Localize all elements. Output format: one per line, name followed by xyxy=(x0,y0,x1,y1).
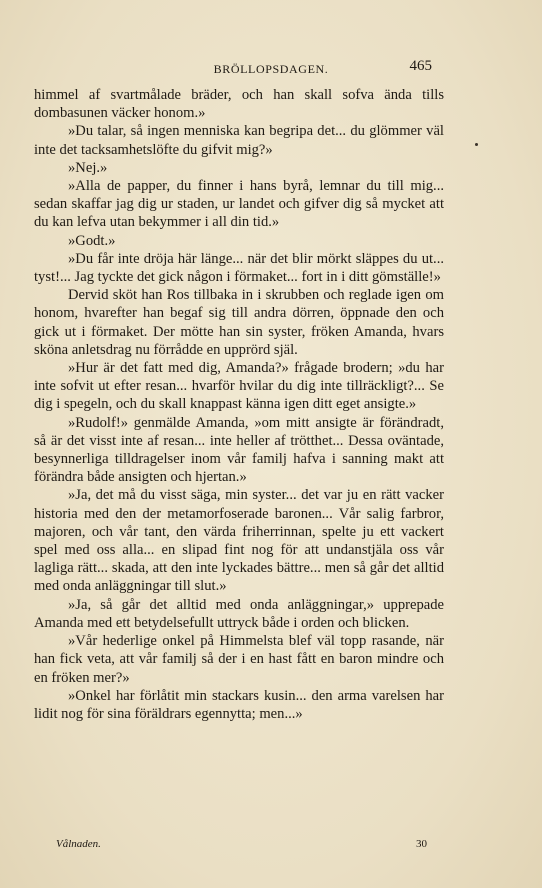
body-text xyxy=(34,86,444,723)
paragraph: »Ja, det må du visst säga, min syster... det var ju en rätt vacker historia med den der metamorfoserade baronen... Vår salig farbror, majoren, och vår tant, den värda friherrinnan, spelte ju ett vackert spel med oss alla... en slipad fint nog för att undanstjäla oss vår lagliga rätt... skada, att den inte lyckades bättre... men så går det alltid med onda anläggningar till slut.» xyxy=(34,487,444,595)
paragraph: himmel af svartmålade bräder, och han skall sofva ända tills dombasunen väcker honom.» xyxy=(34,87,444,122)
paragraph: »Nej.» xyxy=(68,159,108,176)
paragraph: Dervid sköt han Ros tillbaka in i skrubben och reglade igen om honom, hvarefter han begaf sig till andra dörren, öppnade den och gick ut i förmaket. Der mötte han sin syster, fröken Amanda, hvars sköna anletsdrag nu förrådde en upprörd själ. xyxy=(34,287,444,358)
paragraph: »Godt.» xyxy=(68,232,116,249)
paragraph: »Alla de papper, du finner i hans byrå, lemnar du till mig... sedan skaffar jag dig ur staden, ur landet och gifver dig så mycket att du kan lefva utan bekymmer i all din tid.» xyxy=(34,178,444,231)
signature-mark: Vålnaden. xyxy=(56,838,101,850)
paragraph: »Rudolf!» genmälde Amanda, »om mitt ansigte är förändradt, så är det visst inte af resan... inte heller af trötthet... Dessa oväntade, besynnerliga tilldragelser inom vår familj hafva i sanning makt att förändra både ansigten och hjertan.» xyxy=(34,414,444,486)
paragraph: »Vår hederlige onkel på Himmelsta blef väl topp rasande, när han fick veta, att vår familj så der i en hast fått en baron mindre och en fröken mer?» xyxy=(34,633,444,686)
paragraph: »Du får inte dröja här länge... när det blir mörkt släppes du ut... tyst!... Jag tyckte det gick någon i förmaket... fort in i ditt gömställe!» xyxy=(34,250,444,286)
page-number: 465 xyxy=(409,58,432,74)
running-title: BRÖLLOPSDAGEN. xyxy=(213,62,329,76)
paragraph: »Du talar, så ingen menniska kan begripa det... du glömmer väl inte det tacksamhetslöfte du gifvit mig?» xyxy=(34,123,444,158)
paragraph: »Ja, så går det alltid med onda anläggningar,» upprepade Amanda med ett betydelsefullt uttryck både i orden och blicken. xyxy=(34,596,444,631)
paragraph: »Onkel har förlåtit min stackars kusin... den arma varelsen har lidit nog för sina föräldrars egennytta; men...» xyxy=(34,687,444,722)
page-footer xyxy=(56,836,427,856)
ink-speck xyxy=(475,143,478,146)
sheet-number: 30 xyxy=(416,838,427,850)
running-head xyxy=(0,56,542,76)
paragraph: »Hur är det fatt med dig, Amanda?» frågade brodern; »du har inte sofvit ut efter resan... hvarför hvilar du dig inte tillräckligt?... Se dig i spegeln, och du skall knappast känna igen ditt eget ansigte.» xyxy=(34,360,444,413)
